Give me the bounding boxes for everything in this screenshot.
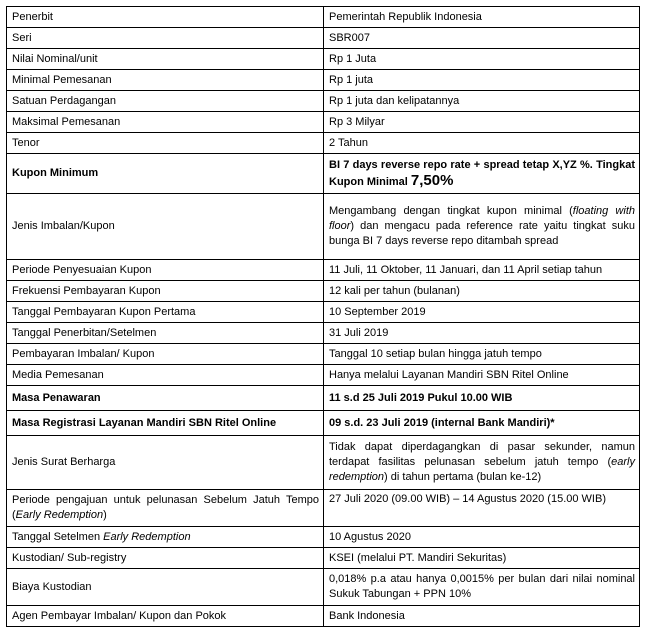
coupon-minimum-rate: 7,50%	[410, 171, 454, 189]
row-label: Kustodian/ Sub-registry	[7, 548, 324, 569]
row-value: Rp 1 Juta	[324, 49, 640, 70]
table-row	[7, 91, 640, 112]
row-value: 31 Juli 2019	[324, 323, 640, 344]
row-label: Biaya Kustodian	[7, 569, 324, 606]
row-label: Masa Penawaran	[7, 386, 324, 411]
table-row	[7, 112, 640, 133]
row-label: Tanggal Penerbitan/Setelmen	[7, 323, 324, 344]
row-value: 11 Juli, 11 Oktober, 11 Januari, dan 11 April setiap tahun	[324, 260, 640, 281]
table-row	[7, 606, 640, 627]
row-label: Penerbit	[7, 7, 324, 28]
table-row	[7, 490, 640, 527]
table-row	[7, 344, 640, 365]
table-row	[7, 281, 640, 302]
value-text: ) di tahun pertama (bulan ke-12)	[384, 471, 542, 483]
row-value: 10 Agustus 2020	[324, 527, 640, 548]
row-label: Maksimal Pemesanan	[7, 112, 324, 133]
value-text: ) dan mengacu pada reference rate yaitu tingkat suku bunga BI 7 days reverse repo ditambah spread	[329, 220, 635, 247]
coupon-formula-text: BI 7 days reverse repo rate + spread tetap X,YZ %. Tingkat Kupon Minimal	[329, 158, 635, 188]
row-value	[324, 194, 640, 260]
table-row	[7, 386, 640, 411]
row-value: 12 kali per tahun (bulanan)	[324, 281, 640, 302]
sbr007-info-table	[6, 6, 640, 627]
row-label: Tanggal Pembayaran Kupon Pertama	[7, 302, 324, 323]
row-value: Rp 3 Milyar	[324, 112, 640, 133]
value-text: Mengambang dengan tingkat kupon minimal (	[329, 205, 573, 217]
row-label: Frekuensi Pembayaran Kupon	[7, 281, 324, 302]
row-value: Bank Indonesia	[324, 606, 640, 627]
row-label: Kupon Minimum	[7, 154, 324, 194]
row-value: Rp 1 juta dan kelipatannya	[324, 91, 640, 112]
table-row	[7, 49, 640, 70]
row-value: 09 s.d. 23 Juli 2019 (internal Bank Mandiri)*	[324, 411, 640, 436]
row-value: 2 Tahun	[324, 133, 640, 154]
row-label	[7, 490, 324, 527]
table-row	[7, 411, 640, 436]
row-value: 0,018% p.a atau hanya 0,0015% per bulan dari nilai nominal Sukuk Tabungan + PPN 10%	[324, 569, 640, 606]
row-label: Agen Pembayar Imbalan/ Kupon dan Pokok	[7, 606, 324, 627]
row-label: Nilai Nominal/unit	[7, 49, 324, 70]
table-row	[7, 302, 640, 323]
table-row	[7, 323, 640, 344]
row-value: Tanggal 10 setiap bulan hingga jatuh tempo	[324, 344, 640, 365]
row-label: Minimal Pemesanan	[7, 70, 324, 91]
row-label: Jenis Imbalan/Kupon	[7, 194, 324, 260]
row-value: KSEI (melalui PT. Mandiri Sekuritas)	[324, 548, 640, 569]
table-row	[7, 436, 640, 490]
table-row	[7, 28, 640, 49]
table-row	[7, 194, 640, 260]
table-row	[7, 7, 640, 28]
row-label: Pembayaran Imbalan/ Kupon	[7, 344, 324, 365]
label-text: Tanggal Setelmen	[12, 530, 104, 543]
row-label: Periode Penyesuaian Kupon	[7, 260, 324, 281]
row-value: SBR007	[324, 28, 640, 49]
row-value: Hanya melalui Layanan Mandiri SBN Ritel Online	[324, 365, 640, 386]
row-label	[7, 527, 324, 548]
value-text: Tidak dapat diperdagangkan di pasar sekunder, namun terdapat fasilitas pelunasan sebelum jatuh tempo (	[329, 441, 635, 468]
sbr007-info-container	[6, 6, 639, 627]
row-value	[324, 154, 640, 194]
row-value: Pemerintah Republik Indonesia	[324, 7, 640, 28]
row-value: 27 Juli 2020 (09.00 WIB) – 14 Agustus 2020 (15.00 WIB)	[324, 490, 640, 527]
row-label: Seri	[7, 28, 324, 49]
table-row	[7, 70, 640, 91]
row-label: Satuan Perdagangan	[7, 91, 324, 112]
label-italic-text: Early Redemption	[103, 530, 191, 543]
table-row	[7, 527, 640, 548]
value-italic-text: early redemption	[329, 456, 635, 483]
row-label: Tenor	[7, 133, 324, 154]
row-value: Rp 1 juta	[324, 70, 640, 91]
row-value: 11 s.d 25 Juli 2019 Pukul 10.00 WIB	[324, 386, 640, 411]
row-label: Jenis Surat Berharga	[7, 436, 324, 490]
table-row	[7, 569, 640, 606]
row-value: 10 September 2019	[324, 302, 640, 323]
table-row	[7, 133, 640, 154]
table-row	[7, 260, 640, 281]
label-text: Periode pengajuan untuk pelunasan Sebelum Jatuh Tempo (	[12, 494, 319, 521]
label-text: )	[103, 509, 107, 521]
table-row	[7, 365, 640, 386]
value-italic-text: floating with floor	[329, 205, 635, 232]
row-label: Media Pemesanan	[7, 365, 324, 386]
table-row	[7, 154, 640, 194]
row-value	[324, 436, 640, 490]
label-italic-text: Early Redemption	[15, 509, 104, 521]
table-row	[7, 548, 640, 569]
row-label: Masa Registrasi Layanan Mandiri SBN Ritel Online	[7, 411, 324, 436]
